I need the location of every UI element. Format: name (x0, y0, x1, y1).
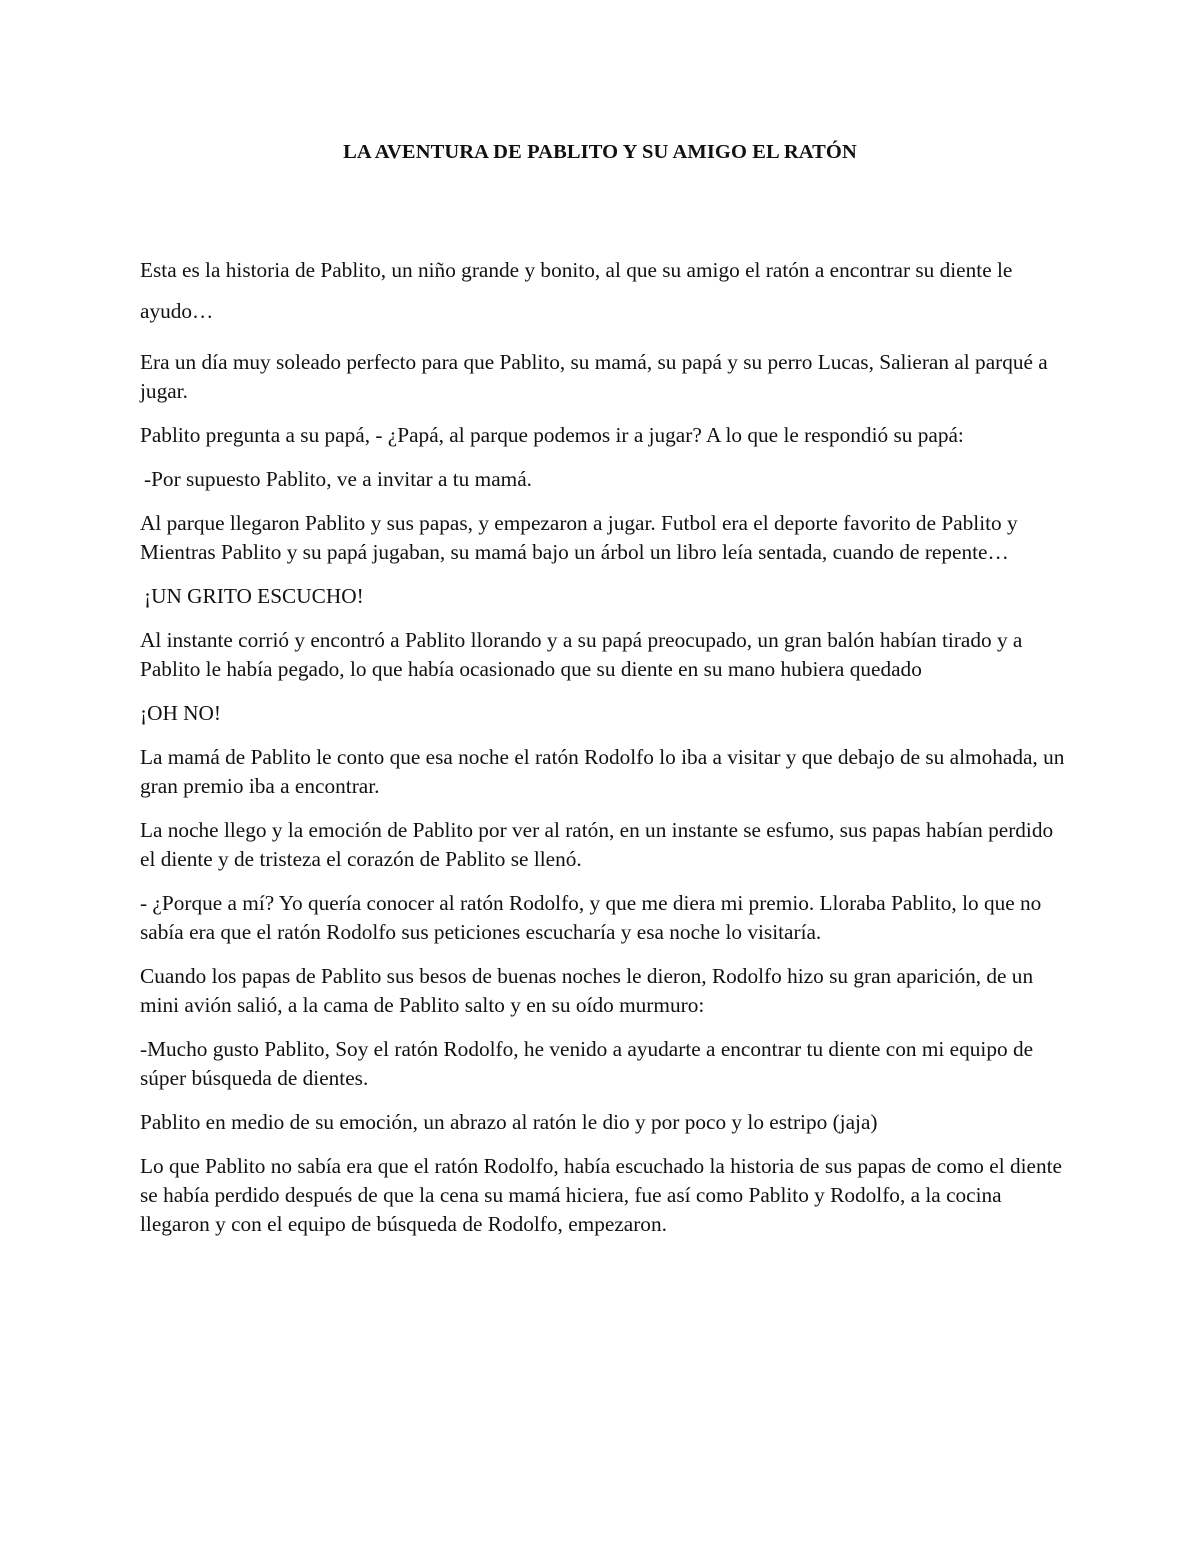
paragraph-intro: Esta es la historia de Pablito, un niño grande y bonito, al que su amigo el ratón a encontrar su diente le ayudo… (140, 258, 1013, 323)
document-title: LA AVENTURA DE PABLITO Y SU AMIGO EL RATÓN (343, 141, 857, 163)
paragraph: -Mucho gusto Pablito, Soy el ratón Rodolfo, he venido a ayudarte a encontrar tu diente con mi equipo de súper búsqueda de dientes. (140, 1037, 1034, 1090)
paragraph: Cuando los papas de Pablito sus besos de buenas noches le dieron, Rodolfo hizo su gran aparición, de un mini avión salió, a la cama de Pablito salto y en su oído murmuro: (140, 964, 1034, 1017)
paragraph-exclamation: ¡UN GRITO ESCUCHO! (144, 584, 364, 608)
paragraph: Pablito en medio de su emoción, un abrazo al ratón le dio y por poco y lo estripo (jaja) (140, 1110, 878, 1134)
paragraph: Pablito pregunta a su papá, - ¿Papá, al parque podemos ir a jugar? A lo que le respondió su papá: (140, 423, 964, 447)
paragraph: Lo que Pablito no sabía era que el ratón Rodolfo, había escuchado la historia de sus papas de como el diente se había perdido después de que la cena su mamá hiciera, fue así como Pablito y Rodolfo, a la cocina llegaron y con el equipo de búsqueda de Rodolfo, empezaron. (140, 1154, 1062, 1236)
paragraph: Era un día muy soleado perfecto para que Pablito, su mamá, su papá y su perro Lucas, Salieran al parqué a jugar. (140, 350, 1048, 403)
document-body (140, 250, 1070, 1254)
paragraph: -Por supuesto Pablito, ve a invitar a tu mamá. (144, 467, 533, 491)
paragraph: La mamá de Pablito le conto que esa noche el ratón Rodolfo lo iba a visitar y que debajo de su almohada, un gran premio iba a encontrar. (140, 745, 1065, 798)
paragraph: La noche llego y la emoción de Pablito por ver al ratón, en un instante se esfumo, sus papas habían perdido el diente y de tristeza el corazón de Pablito se llenó. (140, 818, 1054, 871)
paragraph-exclamation: ¡OH NO! (140, 701, 222, 725)
paragraph: - ¿Porque a mí? Yo quería conocer al ratón Rodolfo, y que me diera mi premio. Lloraba Pablito, lo que no sabía era que el ratón Rodolfo sus peticiones escucharía y esa noche lo visitaría. (140, 891, 1042, 944)
paragraph: Al parque llegaron Pablito y sus papas, y empezaron a jugar. Futbol era el deporte favorito de Pablito y Mientras Pablito y su papá jugaban, su mamá bajo un árbol un libro leía sentada, cuando de repente… (140, 511, 1018, 564)
paragraph: Al instante corrió y encontró a Pablito llorando y a su papá preocupado, un gran balón habían tirado y a Pablito le había pegado, lo que había ocasionado que su diente en su mano hubiera quedado (140, 628, 1023, 681)
